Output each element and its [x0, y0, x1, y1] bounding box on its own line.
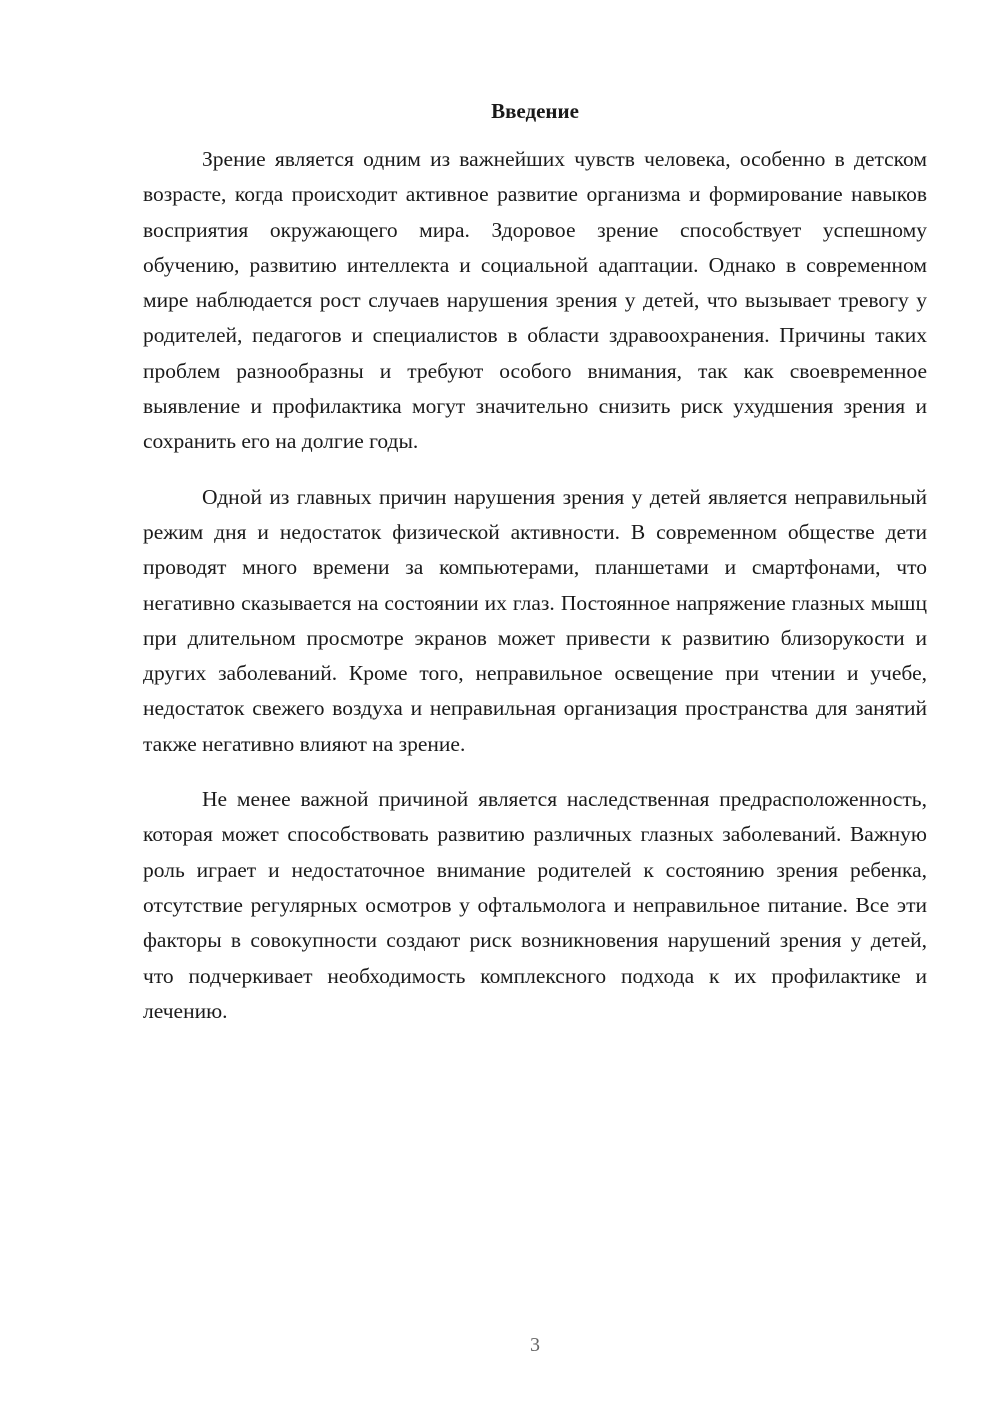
- paragraph-1: Зрение является одним из важнейших чувств человека, особенно в детском возрасте, когда происходит активное развитие организма и формирование навыков восприятия окружающего мира. Здоровое зрение способствует успешному обучению, развитию интеллекта и социальной адаптации. Однако в современном мире наблюдается рост случаев нарушения зрения у детей, что вызывает тревогу у родителей, педагогов и специалистов в области здравоохранения. Причины таких проблем разнообразны и требуют особого внимания, так как своевременное выявление и профилактика могут значительно снизить риск ухудшения зрения и сохранить его на долгие годы.: [143, 147, 927, 454]
- section-title: Введение: [491, 99, 579, 123]
- page-number: 3: [530, 1334, 540, 1356]
- paragraph-2: Одной из главных причин нарушения зрения у детей является неправильный режим дня и недостаток физической активности. В современном обществе дети проводят много времени за компьютерами, планшетами и смартфонами, что негативно сказывается на состоянии их глаз. Постоянное напряжение глазных мышц при длительном просмотре экранов может привести к развитию близорукости и других заболеваний. Кроме того, неправильное освещение при чтении и учебе, недостаток свежего воздуха и неправильная организация пространства для занятий также негативно влияют на зрение.: [143, 484, 927, 756]
- body-text: [143, 142, 927, 1049]
- paragraph-3: Не менее важной причиной является наследственная предрасположенность, которая может способствовать развитию различных глазных заболеваний. Важную роль играет и недостаточное внимание родителей к состоянию зрения ребенка, отсутствие регулярных осмотров у офтальмолога и неправильное питание. Все эти факторы в совокупности создают риск возникновения нарушений зрения у детей, что подчеркивает необходимость комплексного подхода к их профилактике и лечению.: [143, 787, 927, 1023]
